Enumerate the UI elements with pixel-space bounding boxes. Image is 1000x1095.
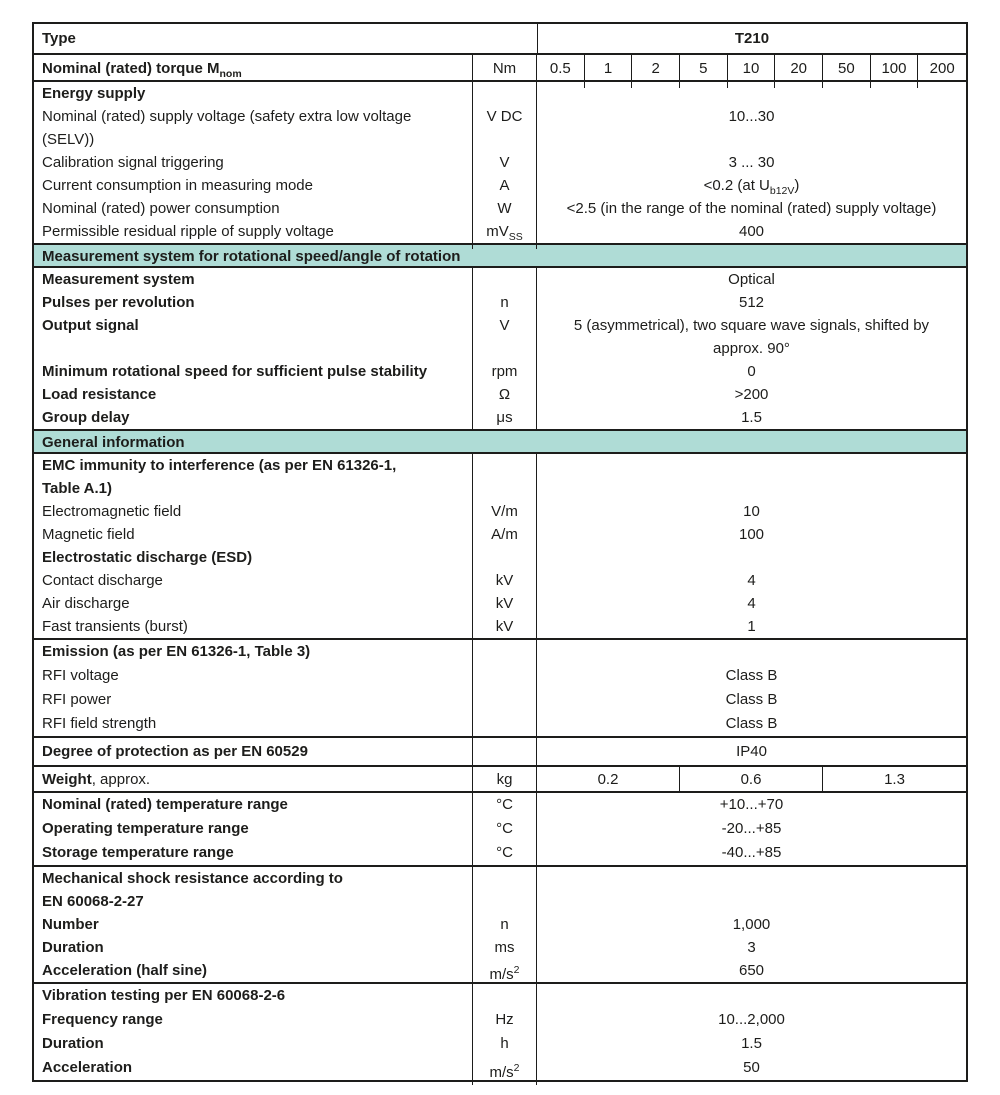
spec-value [537, 82, 966, 105]
measurement-system-block [34, 266, 966, 429]
spec-row [34, 82, 966, 105]
torque-value: 50 [823, 55, 871, 88]
value-text: ) [794, 177, 800, 194]
unit-text: mV [486, 223, 509, 240]
spec-label: RFI voltage [34, 664, 473, 688]
spec-value [537, 454, 966, 477]
spec-unit: Hz [473, 1008, 537, 1032]
section-title: Energy supply [34, 82, 473, 105]
spec-row [34, 936, 966, 959]
unit-subscript: SS [508, 231, 523, 243]
spec-unit: ms [473, 936, 537, 959]
spec-unit [473, 128, 537, 151]
spec-value: Class B [725, 715, 778, 732]
spec-unit [473, 82, 537, 105]
section-title: Vibration testing per EN 60068-2-6 [34, 984, 473, 1008]
weight-unit: kg [473, 767, 537, 793]
spec-unit: n [473, 913, 537, 936]
spec-label: Duration [34, 1032, 473, 1056]
spec-value: IP40 [736, 743, 767, 760]
spec-row [34, 291, 966, 314]
spec-label: Duration [34, 936, 473, 959]
torque-label-subscript: nom [219, 68, 242, 80]
spec-table [32, 22, 968, 1082]
torque-value: 2 [632, 55, 680, 88]
spec-unit [473, 984, 537, 1008]
spec-value: 1,000 [732, 916, 771, 933]
weight-row [34, 765, 966, 791]
spec-unit: °C [473, 793, 537, 817]
spec-row [34, 268, 966, 291]
spec-row [34, 793, 966, 817]
torque-label-text: Nominal (rated) torque M [42, 60, 220, 77]
torque-value: 100 [871, 55, 919, 88]
unit-text: m/s [489, 1064, 514, 1081]
spec-label: Nominal (rated) power consumption [34, 197, 473, 220]
spec-value: 1.5 [741, 409, 762, 426]
type-value: T210 [734, 30, 770, 47]
spec-value: 5 (asymmetrical), two square wave signals, shifted by [573, 317, 930, 334]
spec-value [537, 867, 966, 890]
spec-label: Fast transients (burst) [34, 615, 473, 638]
spec-value [537, 984, 966, 1008]
spec-unit [473, 1056, 537, 1085]
spec-label [34, 337, 473, 360]
spec-unit [473, 640, 537, 664]
section-header-measurement: Measurement system for rotational speed/angle of rotation [34, 243, 966, 266]
spec-unit: kV [473, 592, 537, 615]
spec-row [34, 664, 966, 688]
spec-label: RFI power [34, 688, 473, 712]
value-subscript: b12V [769, 185, 795, 197]
spec-row [34, 688, 966, 712]
spec-label: Magnetic field [34, 523, 473, 546]
spec-label: Acceleration [34, 1056, 473, 1085]
section-title: EMC immunity to interference (as per EN 61326-1, [34, 454, 473, 477]
spec-unit [473, 477, 537, 500]
spec-unit: A/m [473, 523, 537, 546]
spec-unit [473, 268, 537, 291]
spec-row [34, 1008, 966, 1032]
emission-block [34, 638, 966, 736]
spec-row [34, 383, 966, 406]
spec-row [34, 615, 966, 638]
spec-row [34, 738, 966, 765]
spec-value: -20...+85 [721, 820, 782, 837]
torque-row [34, 53, 966, 80]
spec-unit: μs [473, 406, 537, 429]
spec-label: RFI field strength [34, 712, 473, 736]
spec-unit [473, 220, 537, 249]
protection-block [34, 736, 966, 765]
spec-row [34, 314, 966, 337]
spec-row [34, 569, 966, 592]
torque-unit: Nm [473, 55, 537, 88]
spec-value: 650 [738, 962, 765, 979]
spec-unit: rpm [473, 360, 537, 383]
spec-value [537, 546, 966, 569]
emc-immunity-block [34, 452, 966, 638]
value-text: <0.2 (at U [703, 177, 770, 194]
spec-value [537, 128, 966, 151]
spec-unit [473, 890, 537, 913]
spec-row [34, 337, 966, 360]
spec-label: Air discharge [34, 592, 473, 615]
section-title-continuation: EN 60068-2-27 [34, 890, 473, 913]
weight-value: 0.2 [537, 767, 680, 793]
spec-row [34, 197, 966, 220]
spec-value: 10 [743, 503, 760, 520]
section-title-continuation: Table A.1) [34, 477, 473, 500]
spec-label: Measurement system [34, 268, 473, 291]
spec-label: Current consumption in measuring mode [34, 174, 473, 203]
spec-value: 4 [747, 572, 756, 589]
vibration-block [34, 982, 966, 1080]
spec-unit: °C [473, 817, 537, 841]
spec-label: Permissible residual ripple of supply voltage [34, 220, 473, 249]
spec-unit: Ω [473, 383, 537, 406]
spec-unit [473, 546, 537, 569]
unit-superscript: 2 [513, 964, 520, 976]
spec-row [34, 151, 966, 174]
spec-label: Storage temperature range [34, 841, 473, 865]
spec-unit: V DC [473, 105, 537, 128]
spec-value: 3 ... 30 [728, 154, 775, 171]
temperature-block [34, 791, 966, 865]
spec-value [537, 640, 966, 664]
spec-value: Class B [725, 691, 778, 708]
weight-label-text: Weight [42, 771, 92, 788]
unit-superscript: 2 [513, 1062, 520, 1074]
spec-value: 0 [747, 363, 756, 380]
unit-text: m/s [489, 966, 514, 983]
weight-label-suffix: , approx. [91, 771, 151, 788]
section-title: Emission (as per EN 61326-1, Table 3) [34, 640, 473, 664]
weight-label [34, 767, 473, 793]
spec-label: Operating temperature range [34, 817, 473, 841]
torque-value: 1 [585, 55, 633, 88]
spec-label: Calibration signal triggering [34, 151, 473, 174]
section-header-general: General information [34, 429, 966, 452]
spec-row [34, 523, 966, 546]
spec-label: Group delay [34, 406, 473, 429]
spec-label: Nominal (rated) supply voltage (safety extra low voltage [34, 105, 473, 128]
spec-label: Contact discharge [34, 569, 473, 592]
type-row [34, 24, 966, 53]
spec-unit: W [473, 197, 537, 220]
spec-label: Frequency range [34, 1008, 473, 1032]
weight-value: 0.6 [680, 767, 823, 793]
spec-row [34, 592, 966, 615]
spec-row [34, 712, 966, 736]
weight-value: 1.3 [884, 771, 905, 788]
spec-row [34, 959, 966, 982]
torque-value: 10 [728, 55, 776, 88]
spec-unit: V [473, 151, 537, 174]
spec-value: -40...+85 [721, 844, 782, 861]
spec-value: <2.5 (in the range of the nominal (rated) supply voltage) [566, 200, 937, 217]
spec-value: 1 [747, 618, 756, 635]
spec-unit: V [473, 314, 537, 337]
torque-value: 200 [929, 60, 955, 77]
spec-label: Degree of protection as per EN 60529 [34, 738, 473, 765]
spec-row [34, 546, 966, 569]
energy-supply-block [34, 80, 966, 243]
spec-unit: V/m [473, 500, 537, 523]
spec-unit: A [473, 174, 537, 203]
spec-value: >200 [734, 386, 769, 403]
spec-value [537, 477, 966, 500]
spec-row [34, 220, 966, 243]
spec-row [34, 890, 966, 913]
spec-row [34, 867, 966, 890]
spec-unit [473, 337, 537, 360]
torque-value: 20 [775, 55, 823, 88]
spec-value: Optical [728, 271, 775, 288]
torque-value: 0.5 [537, 55, 585, 88]
spec-label: Number [34, 913, 473, 936]
spec-unit [473, 738, 537, 765]
spec-unit: kV [473, 615, 537, 638]
spec-row [34, 1056, 966, 1080]
spec-unit: °C [473, 841, 537, 865]
spec-row [34, 817, 966, 841]
mechanical-shock-block [34, 865, 966, 982]
spec-unit [473, 454, 537, 477]
spec-label: Minimum rotational speed for sufficient pulse stability [34, 360, 473, 383]
section-title: Mechanical shock resistance according to [34, 867, 473, 890]
spec-value: 400 [738, 223, 765, 240]
spec-row [34, 174, 966, 197]
spec-row [34, 128, 966, 151]
spec-unit: h [473, 1032, 537, 1056]
spec-value: 4 [747, 595, 756, 612]
spec-unit [473, 712, 537, 736]
spec-value: 512 [738, 294, 765, 311]
spec-label: Nominal (rated) temperature range [34, 793, 473, 817]
spec-label: Pulses per revolution [34, 291, 473, 314]
spec-row [34, 105, 966, 128]
type-label: Type [34, 24, 538, 53]
spec-value: 50 [743, 1059, 760, 1076]
spec-value-continuation: approx. 90° [713, 340, 790, 357]
spec-row [34, 360, 966, 383]
spec-value: 10...2,000 [718, 1011, 785, 1028]
spec-row [34, 913, 966, 936]
torque-value: 5 [680, 55, 728, 88]
spec-label-continuation: (SELV)) [34, 128, 473, 151]
spec-value: Class B [725, 667, 778, 684]
spec-row [34, 841, 966, 865]
section-title: Electrostatic discharge (ESD) [34, 546, 473, 569]
spec-row [34, 984, 966, 1008]
spec-unit [473, 664, 537, 688]
spec-value: +10...+70 [719, 796, 784, 813]
spec-unit [473, 688, 537, 712]
spec-label: Acceleration (half sine) [34, 959, 473, 986]
spec-row [34, 454, 966, 477]
spec-unit [473, 959, 537, 986]
spec-row [34, 1032, 966, 1056]
spec-row [34, 640, 966, 664]
spec-row [34, 500, 966, 523]
spec-value: 100 [738, 526, 765, 543]
spec-unit: kV [473, 569, 537, 592]
spec-unit: n [473, 291, 537, 314]
spec-row [34, 406, 966, 429]
spec-unit [473, 867, 537, 890]
spec-value: 1.5 [741, 1035, 762, 1052]
spec-label: Load resistance [34, 383, 473, 406]
spec-value: 3 [747, 939, 756, 956]
spec-value [537, 890, 966, 913]
spec-row [34, 477, 966, 500]
spec-value: 10...30 [728, 108, 775, 125]
spec-label: Electromagnetic field [34, 500, 473, 523]
spec-label: Output signal [34, 314, 473, 337]
